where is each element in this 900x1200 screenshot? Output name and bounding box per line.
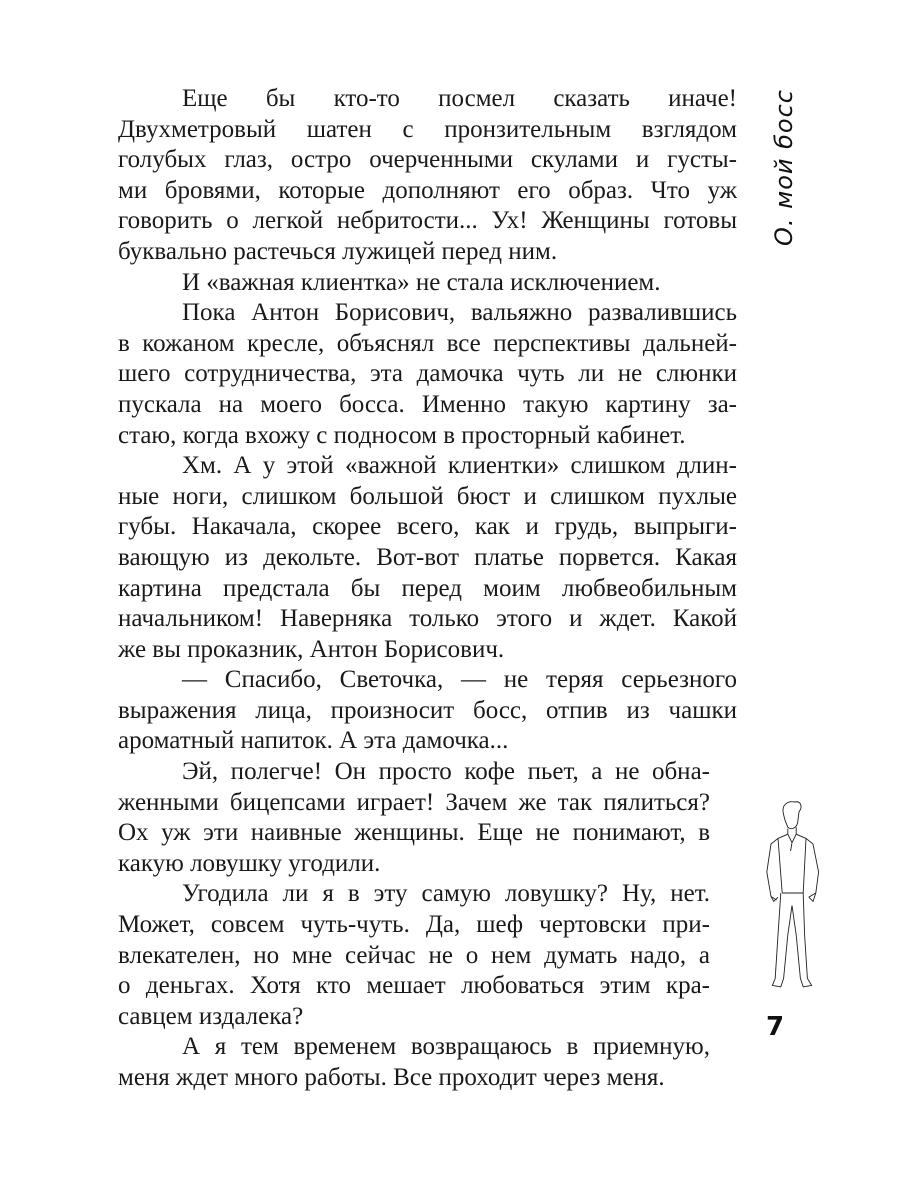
text-line: Эй, полегче! Он просто кофе пьет, а не обна- (182, 758, 710, 786)
text-line: Угодила ли я в эту самую ловушку? Ну, нет. (182, 880, 710, 908)
man-illustration-icon (744, 795, 840, 1005)
text-line: голубых глаз, остро очерченными скулами и густы- (118, 146, 737, 174)
text-line: в кожаном кресле, объяснял все перспективы дальней- (118, 329, 737, 357)
running-header-text: О. мой босс (770, 89, 798, 247)
text-line: меня ждет много работы. Все проходит через меня. (118, 1064, 665, 1091)
text-line: Пока Антон Борисович, вальяжно развалившись (182, 299, 737, 327)
text-line: же вы проказник, Антон Борисович. (118, 635, 505, 663)
page-number: 7 (766, 1012, 785, 1042)
text-line: губы. Накачала, скорее всего, как и грудь, выпрыги- (118, 513, 737, 541)
text-line: ные ноги, слишком большой бюст и слишком пухлые (118, 482, 737, 510)
text-line: женными бицепсами играет! Зачем же так пялиться? (118, 788, 710, 816)
text-line: Хм. А у этой «важной клиентки» слишком длин- (182, 452, 737, 480)
text-line: — Спасибо, Светочка, — не теряя серьезного (182, 666, 737, 694)
text-line: говорить о легкой небритости... Ух! Женщины готовы (118, 207, 737, 235)
text-line: картина предстала бы перед моим любвеобильным (118, 574, 737, 602)
text-line: влекателен, но мне сейчас не о нем думать надо, а (118, 941, 710, 969)
text-line: ароматный напиток. А эта дамочка... (118, 727, 509, 755)
running-header (764, 88, 804, 248)
body-text (118, 84, 737, 1094)
text-line: вающую из декольте. Вот-вот платье порвется. Какая (118, 543, 737, 571)
text-line: Ох уж эти наивные женщины. Еще не понимают, в (118, 819, 710, 847)
text-line: буквально растечься лужицей перед ним. (118, 237, 558, 265)
text-line: выражения лица, произносит босс, отпив из чашки (118, 696, 737, 724)
text-line: савцем издалека? (118, 1002, 304, 1030)
text-line: ми бровями, которые дополняют его образ. Что уж (118, 176, 737, 204)
text-line: Может, совсем чуть-чуть. Да, шеф чертовски при- (118, 911, 710, 939)
text-line: о деньгах. Хотя кто мешает любоваться этим кра- (118, 972, 710, 1000)
text-line: какую ловушку угодили. (118, 849, 381, 877)
text-line: начальником! Наверняка только этого и ждет. Какой (118, 605, 737, 633)
text-line: Еще бы кто-то посмел сказать иначе! (182, 85, 737, 112)
text-line: А я тем временем возвращаюсь в приемную, (182, 1033, 710, 1061)
text-line: пускала на моего босса. Именно такую картину за- (118, 390, 737, 418)
text-line: шего сотрудничества, эта дамочка чуть ли не слюнки (118, 360, 737, 388)
text-line: И «важная клиентка» не стала исключением. (182, 268, 661, 296)
text-line: стаю, когда вхожу с подносом в просторный кабинет. (118, 421, 686, 449)
text-line: Двухметровый шатен с пронзительным взглядом (118, 115, 737, 143)
